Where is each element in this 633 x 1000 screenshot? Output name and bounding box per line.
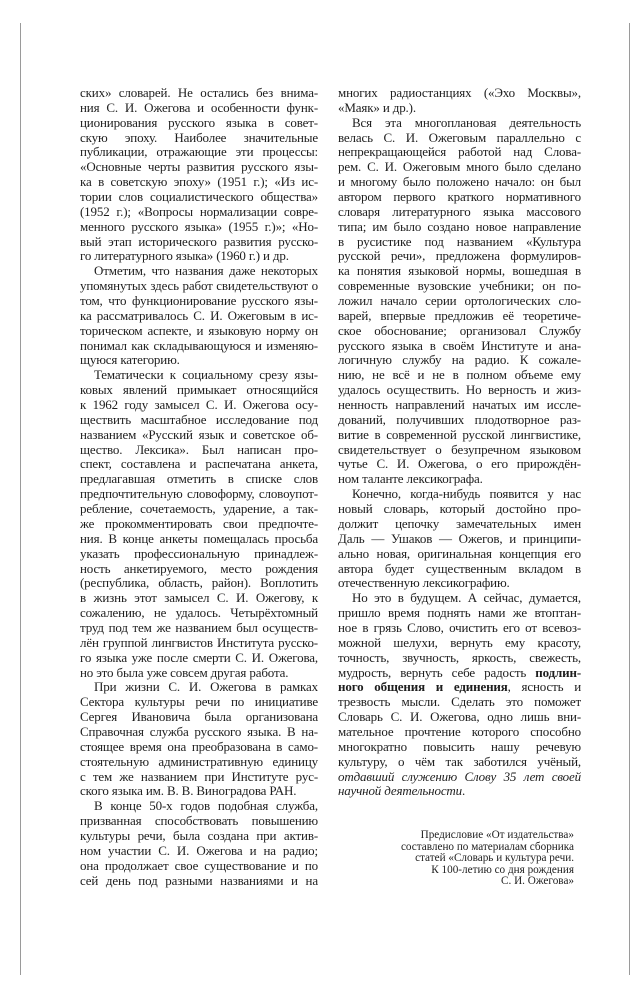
text-line (338, 666, 581, 681)
text-line: ально новая, оригинальная концепция его (338, 545, 581, 561)
text-line: понимал как складывающуюся и изменяю- (80, 337, 318, 353)
text-line: ном участии С. И. Ожегова и на радио; (80, 842, 318, 858)
text-line: При жизни С. И. Ожегова в рамках (94, 679, 318, 695)
text-line: удалось осуществить. Но верность и жиз- (338, 382, 581, 398)
text-line: ложил начало серии ортологических сло- (338, 293, 581, 309)
right-text-column (338, 86, 581, 799)
text-line: Тематически к социальному срезу язы- (94, 367, 318, 383)
text-line: скую эпоху. Наиболее значительные (80, 129, 318, 145)
text-line: го языка уже после смерти С. И. Ожегова, (80, 649, 318, 665)
text-line: ния С. И. Ожегова и особенности функ- (80, 99, 318, 115)
text-line: ционирования русского языка в совет- (80, 114, 318, 130)
bold-text: ного общения и единения (338, 679, 508, 695)
text-line: непрекращающейся работой над Слова- (338, 144, 581, 160)
text-line: точность, звучность, яркость, свежесть, (338, 649, 581, 665)
credit-line: составлено по материалам сборника (400, 840, 574, 853)
text-line: многих радиостанциях («Эхо Москвы», (338, 85, 581, 100)
text-line: Конечно, когда-нибудь появится у нас (352, 486, 581, 502)
paragraph (80, 86, 318, 264)
text-line: автором первого краткого нормативного (338, 189, 581, 205)
text-line: с тем же названием при Институте рус- (80, 768, 318, 784)
text-line: ния. В конце анкеты помещалась просьба (80, 530, 318, 546)
credit-line: статей «Словарь и культура речи. (415, 852, 574, 864)
text-line: современные вузовские учебники; он по- (338, 278, 581, 294)
text-line: рем. С. И. Ожеговым много было сделано (338, 159, 581, 175)
paragraph (80, 368, 318, 680)
text-line: ненность направлений начатых им иссле- (338, 397, 581, 413)
text-run: , ясность и (507, 679, 581, 695)
text-line: русской речи», предложена формулиров- (338, 248, 581, 264)
text-line: свидетельствует о безупречном языковом (338, 441, 581, 457)
text-line: менного русского языка» (1955 г.)»; «Но- (80, 218, 318, 234)
text-line: спект, составлена и распечатана анкета, (80, 456, 318, 472)
text-line: автора будет существенным вкладом в (338, 560, 581, 576)
paragraph (338, 591, 581, 799)
page-edge-left (20, 23, 21, 975)
text-line: Отметим, что названия даже некоторых (94, 263, 318, 279)
paragraph (338, 487, 581, 591)
text-line: велась С. И. Ожеговым параллельно с (338, 129, 581, 145)
text-line: ном таланте лексикографа. (338, 471, 483, 487)
text-line: в русистике под названием «Культура (338, 233, 581, 249)
italic-text: отдавший служению Слову 35 лет своей (338, 768, 581, 784)
text-line (338, 784, 581, 799)
text-line: многократно повысить нашу речевую (338, 738, 581, 754)
text-line: витие в современной русской лингвистике, (338, 426, 581, 442)
text-line: ского языка им. В. В. Виноградова РАН. (80, 783, 297, 799)
text-line: ских» словарей. Не остались без внима- (80, 85, 318, 100)
text-line: же прокомментировать свои предпочте- (80, 515, 318, 531)
text-line: должит цепочку замечательных имен (338, 515, 581, 531)
credit-line: К 100-летию со дня рождения (431, 863, 574, 876)
text-line: труд под тем же названием был осуществ- (80, 619, 318, 635)
text-line: словаря литературного языка массового (338, 203, 581, 219)
text-line: ществить масштабное исследование под (80, 411, 318, 427)
text-run: мудрость, вернуть себе радость (338, 664, 536, 680)
text-line: В конце 50-х годов подобная служба, (94, 798, 318, 814)
text-line: (1952 г.); «Вопросы нормализации совре- (80, 203, 318, 219)
page-edge-right (629, 23, 630, 975)
text-line: Но это в будущем. А сейчас, думается, (352, 590, 581, 606)
paragraph (80, 264, 318, 368)
paragraph (338, 86, 581, 116)
text-line: дований, получивших плодотворное раз- (338, 411, 581, 427)
text-line: торическом аспекте, и языковую норму он (80, 322, 318, 338)
text-line: вый этап исторического развития русско- (80, 233, 318, 249)
text-line: культуру, о чём так заботился учёный, (338, 753, 581, 769)
text-line: в жизнь этот замысел С. И. Ожегову, к (80, 590, 318, 606)
text-line: стоящее время она преобразована в само- (80, 738, 318, 754)
text-line: ка рассматривалось С. И. Ожеговым в ис- (80, 307, 318, 323)
text-line: ребление, сочетаемость, ударение, а так- (80, 501, 318, 517)
paragraph (338, 116, 581, 487)
text-line: щество. Лексика». Был написан про- (80, 441, 318, 457)
text-line: ковых явлений примыкает относящийся (80, 382, 318, 398)
text-line: Вся эта многоплановая деятельность (352, 114, 581, 130)
text-line: но это была уже совсем другая работа. (80, 664, 289, 680)
text-line: Даль — Ушаков — Ожегов, и принципи- (338, 530, 581, 546)
text-line: Словарь С. И. Ожегова, одно лишь вни- (338, 709, 581, 725)
text-line: стоятельную административную единицу (80, 753, 318, 769)
text-line: ское обоснование; организовал Службу (338, 322, 581, 338)
text-line: ка в советскую эпоху» (1951 г.); «Из ис- (80, 174, 318, 190)
text-line: «Основные черты развития русского язы- (80, 159, 318, 175)
text-line: (республика, область, район). Воплотить (80, 575, 318, 591)
text-line: отечественную лексикографию. (338, 575, 510, 591)
text-line: названием «Русский язык и советское об- (80, 426, 318, 442)
text-line: и многому было положено начало: он был (338, 174, 581, 190)
text-line: том, что функционирование русского язы- (80, 293, 318, 309)
text-line: щуюся категорию. (80, 352, 180, 368)
paragraph (80, 680, 318, 799)
text-line: пришло время поднять нами же втоптан- (338, 605, 581, 621)
text-line: Сектора культуры речи по инициативе (80, 694, 318, 710)
text-line (338, 680, 581, 695)
text-line: трезвость мысли. Сделать это поможет (338, 694, 581, 710)
text-line: тории слов социалистического общества» (80, 189, 318, 205)
text-line: к 1962 году замысел С. И. Ожегова осу- (80, 397, 318, 413)
text-line: нию, не всё и не в полном объеме ему (338, 367, 581, 383)
text-line: предлагавшая отметить в списке слов (80, 471, 318, 487)
text-line: упомянутых здесь работ свидетельствуют о (80, 278, 318, 294)
text-line: Сергея Ивановича была организована (80, 709, 318, 725)
text-run: . (462, 783, 466, 799)
text-line: логичную службу на радио. К сожале- (338, 352, 581, 368)
credit-line: Предисловие «От издательства» (420, 829, 574, 841)
text-line: русского языка в своём Институте и ана- (338, 337, 581, 353)
text-line: ка понятия языковой нормы, вошедшая в (338, 263, 581, 279)
paragraph (80, 799, 318, 888)
text-line: варей, впервые предложив её теоретиче- (338, 307, 581, 323)
text-line: сей день под разными названиями и на (80, 872, 318, 888)
text-line: ное в грязь Слово, очистить его от всевоз- (338, 619, 581, 635)
text-line: мательное прочтение которого способно (338, 723, 581, 739)
text-line (338, 770, 581, 785)
text-line: публикации, отражающие эти процессы: (80, 144, 318, 160)
text-line: она продолжает свое существование и по (80, 857, 318, 873)
text-line: сожалению, не удалось. Четырёхтомный (80, 605, 318, 621)
text-line: можной шелухи, вернуть ему красоту, (338, 634, 581, 650)
source-credit-note (401, 830, 574, 888)
text-line: предпочтительную словоформу, словоупот- (80, 486, 318, 502)
text-line: «Маяк» и др.). (338, 99, 416, 115)
text-line: го литературного языка» (1960 г.) и др. (80, 248, 289, 264)
text-line: новый словарь, который достойно про- (338, 501, 581, 517)
text-line: типа; им было создано новое направление (338, 218, 581, 234)
text-line: Справочная служба русского языка. В на- (80, 723, 318, 739)
text-line: чутье С. И. Ожегова, о его прирождён- (338, 456, 581, 472)
text-line: лён группой лингвистов Института русско- (80, 634, 318, 650)
italic-text: научной деятельности (338, 783, 463, 799)
text-line: указать профессиональную принадлеж- (80, 545, 318, 561)
credit-line: С. И. Ожегова» (501, 875, 574, 887)
text-line: ность анкетируемого, место рождения (80, 560, 318, 576)
text-line: призванная способствовать повышению (80, 813, 318, 829)
text-line: культуры речи, была создана при актив- (80, 827, 318, 843)
left-text-column (80, 86, 318, 888)
bold-text: подлин- (535, 664, 581, 680)
